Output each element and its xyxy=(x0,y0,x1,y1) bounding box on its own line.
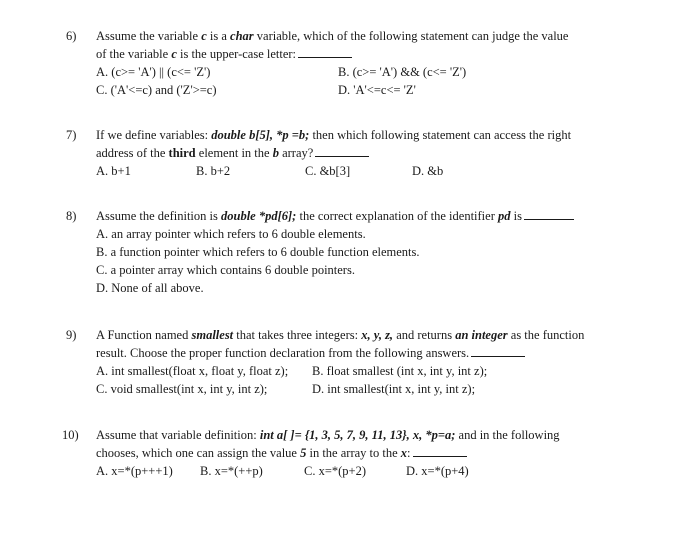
option-d: D. &b xyxy=(412,164,444,178)
question-text-line2: chooses, which one can assign the value 5 in the array to the x: xyxy=(96,444,666,462)
option-c: C. a pointer array which contains 6 double pointers. xyxy=(96,263,355,277)
option-d: D. int smallest(int x, int y, int z); xyxy=(312,382,476,396)
option-d: D. None of all above. xyxy=(96,281,204,295)
option-c: C. void smallest(int x, int y, int z); xyxy=(96,382,268,396)
question-text-line1: Assume the variable c is a char variable, which of the following statement can judge the value xyxy=(96,29,569,43)
option-b: B. (c>= 'A') && (c<= 'Z') xyxy=(338,65,467,79)
question-number: 10) xyxy=(62,428,79,442)
question-number: 7) xyxy=(66,128,77,142)
option-b: B. x=*(++p) xyxy=(200,464,263,478)
option-c: C. &b[3] xyxy=(305,164,351,178)
options-row xyxy=(96,63,666,81)
question-text-line1: Assume that variable definition: int a[ ]= {1, 3, 5, 7, 9, 11, 13}, x, *p=a; and in the following xyxy=(96,428,560,442)
options-row xyxy=(96,362,666,380)
question-text-line2: of the variable c is the upper-case letter: xyxy=(96,45,666,63)
question-number: 8) xyxy=(66,209,77,223)
option-a: A. b+1 xyxy=(96,164,131,178)
answer-blank xyxy=(298,46,352,58)
option-a: A. x=*(p+++1) xyxy=(96,464,173,478)
answer-blank xyxy=(413,445,467,457)
option-a: A. an array pointer which refers to 6 double elements. xyxy=(96,227,366,241)
options-row xyxy=(96,162,666,180)
answer-blank xyxy=(524,208,574,220)
option-d: D. 'A'<=c<= 'Z' xyxy=(338,83,416,97)
question-text-line2: result. Choose the proper function declaration from the following answers. xyxy=(96,344,666,362)
option-d: D. x=*(p+4) xyxy=(406,464,469,478)
option-b: B. a function pointer which refers to 6 double function elements. xyxy=(96,245,420,259)
option-c: C. ('A'<=c) and ('Z'>=c) xyxy=(96,83,217,97)
question-number: 9) xyxy=(66,328,77,342)
question-text-line1: If we define variables: double b[5], *p =b; then which following statement can access the right xyxy=(96,128,572,142)
question-text-line2: address of the third element in the b array? xyxy=(96,144,666,162)
answer-blank xyxy=(471,345,525,357)
answer-blank xyxy=(315,145,369,157)
option-a: A. (c>= 'A') || (c<= 'Z') xyxy=(96,65,211,79)
question-number: 6) xyxy=(66,29,77,43)
options-row xyxy=(96,380,666,398)
options-row xyxy=(96,462,666,480)
option-b: B. float smallest (int x, int y, int z); xyxy=(312,364,488,378)
question-text-line1: A Function named smallest that takes three integers: x, y, z, and returns an integer as the function xyxy=(96,328,585,342)
option-b: B. b+2 xyxy=(196,164,231,178)
options-row xyxy=(96,81,666,99)
question-text-line1: Assume the definition is double *pd[6]; the correct explanation of the identifier pd is xyxy=(96,207,666,225)
option-a: A. int smallest(float x, float y, float z); xyxy=(96,364,289,378)
option-c: C. x=*(p+2) xyxy=(304,464,367,478)
